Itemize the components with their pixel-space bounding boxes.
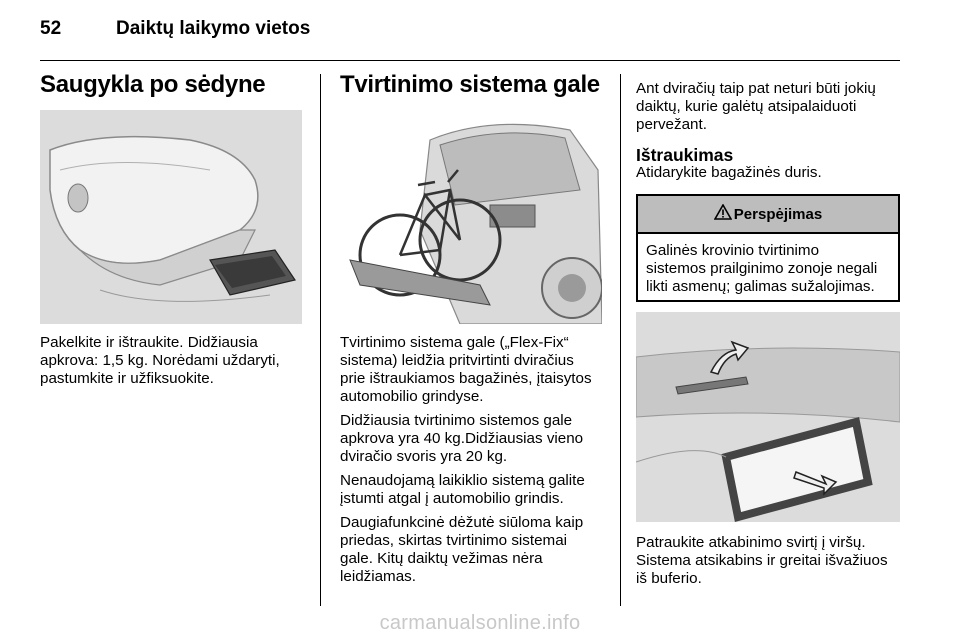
section-title: Daiktų laikymo vietos [116, 18, 311, 39]
left-column [40, 71, 310, 98]
bicycle-carrier-image [340, 110, 602, 324]
header-divider [40, 60, 900, 61]
seat-storage-text: Pakelkite ir ištraukite. Didžiausia apkrova: 1,5 kg. Norėdami uždaryti, pastumkite ir užfiksuokite. [40, 334, 280, 387]
rear-carrier-text [340, 334, 615, 586]
warning-triangle-icon [714, 204, 732, 224]
column-divider-right [620, 74, 621, 606]
carrier-paragraph-4: Daugiafunkcinė dėžutė siūloma kaip priedas, skirtas tvirtinimo sistemai gale. Kitų daiktų vežimas nėra leidžiamas. [340, 514, 584, 585]
page-number: 52 [40, 18, 62, 39]
warning-box [636, 194, 900, 302]
carrier-paragraph-2: Didžiausia tvirtinimo sistemos gale apkrova yra 40 kg.Didžiausias vieno dviračio svoris yra 20 kg. [340, 412, 584, 465]
release-caption: Patraukite atkabinimo svirtį į viršų. Sistema atsikabins ir greitai išvažiuos iš buferio. [636, 534, 888, 587]
extraction-heading: Ištraukimas [636, 145, 734, 165]
rear-carrier-heading: Tvirtinimo sistema gale [340, 71, 600, 98]
column-divider-left [320, 74, 321, 606]
watermark-text: carmanualsonline.info [379, 612, 581, 634]
warning-text: Galinės krovinio tvirtinimo sistemos prailginimo zonoje negali likti asmenų; galimas sužalojimas. [646, 242, 878, 295]
warning-header [638, 196, 898, 234]
warning-title: Perspėjimas [733, 205, 823, 223]
carrier-paragraph-1: Tvirtinimo sistema gale („Flex-Fix“ sistema) leidžia pritvirtinti dviračius prie ištraukiamos bagažinės, įtaisytos automobilio grindyse. [340, 334, 592, 405]
extraction-text: Atidarykite bagažinės duris. [636, 164, 822, 181]
bicycle-intro-text: Ant dviračių taip pat neturi būti jokių daiktų, kurie galėtų atsipalaiduoti pervežant. [636, 80, 876, 133]
seat-storage-image [40, 110, 302, 324]
middle-column [340, 71, 615, 98]
bumper-release-image [636, 312, 900, 522]
carrier-paragraph-3: Nenaudojamą laikiklio sistemą galite įstumti atgal į automobilio grindis. [340, 472, 585, 507]
seat-storage-heading: Saugykla po sėdyne [40, 71, 266, 98]
right-column [636, 80, 906, 182]
